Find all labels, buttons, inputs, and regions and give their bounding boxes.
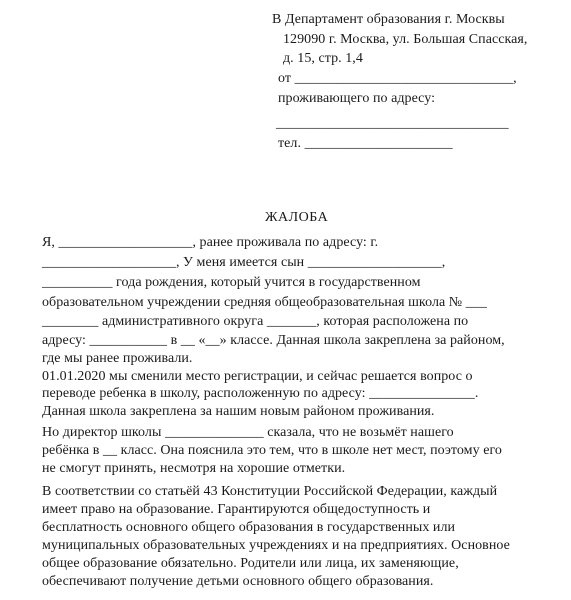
residence-blank: _________________________________: [276, 116, 509, 131]
text-line: переводе ребенка в школу, расположенную по адресу: _______________.: [42, 386, 479, 401]
document-title: ЖАЛОБА: [265, 210, 329, 225]
text-line: обеспечивают получение детьми основного общего образования.: [42, 574, 434, 589]
text-line: Я, ___________________, ранее проживала по адресу: г.: [42, 235, 379, 250]
text-line: общее образование обязательно. Родители или лица, их заменяющие,: [42, 556, 459, 571]
text-line: ________ административного округа _______, которая расположена по: [42, 314, 469, 329]
text-line: В соответствии со статьёй 43 Конституции Российской Федерации, каждый: [42, 484, 498, 499]
residence-label: проживающего по адресу:: [278, 91, 436, 106]
address-line: д. 15, стр. 1,4: [283, 51, 363, 66]
text-line: где мы ранее проживали.: [42, 351, 193, 366]
text-line: ребёнка в __ класс. Она пояснила это тем, что в школе нет мест, поэтому его: [42, 443, 502, 458]
text-line: муниципальных образовательных учреждениях и на предприятиях. Основное: [42, 538, 510, 553]
text-line: __________ года рождения, который учится в государственном: [42, 275, 421, 290]
text-line: не смогут принять, несмотря на хорошие отметки.: [42, 461, 346, 476]
text-line: Но директор школы ______________ сказала, что не возьмёт нашего: [42, 425, 454, 440]
text-line: Данная школа закреплена за нашим новым районом проживания.: [42, 404, 435, 419]
text-line: 01.01.2020 мы сменили место регистрации, и сейчас решается вопрос о: [42, 369, 473, 384]
phone-line: тел. _____________________: [278, 136, 453, 151]
text-line: ___________________, У меня имеется сын ___________________,: [42, 255, 446, 270]
text-line: имеет право на образование. Гарантируются общедоступность и: [42, 502, 431, 517]
text-line: образовательном учреждении средняя общеобразовательная школа № ___: [42, 295, 487, 310]
address-line: 129090 г. Москва, ул. Большая Спасская,: [283, 32, 528, 47]
from-line: от _______________________________,: [278, 71, 517, 86]
text-line: бесплатность основного общего образования в государственных или: [42, 520, 456, 535]
text-line: адресу: ___________ в __ «__» классе. Данная школа закреплена за районом,: [42, 333, 505, 348]
addressee-line: В Департамент образования г. Москвы: [272, 12, 505, 27]
